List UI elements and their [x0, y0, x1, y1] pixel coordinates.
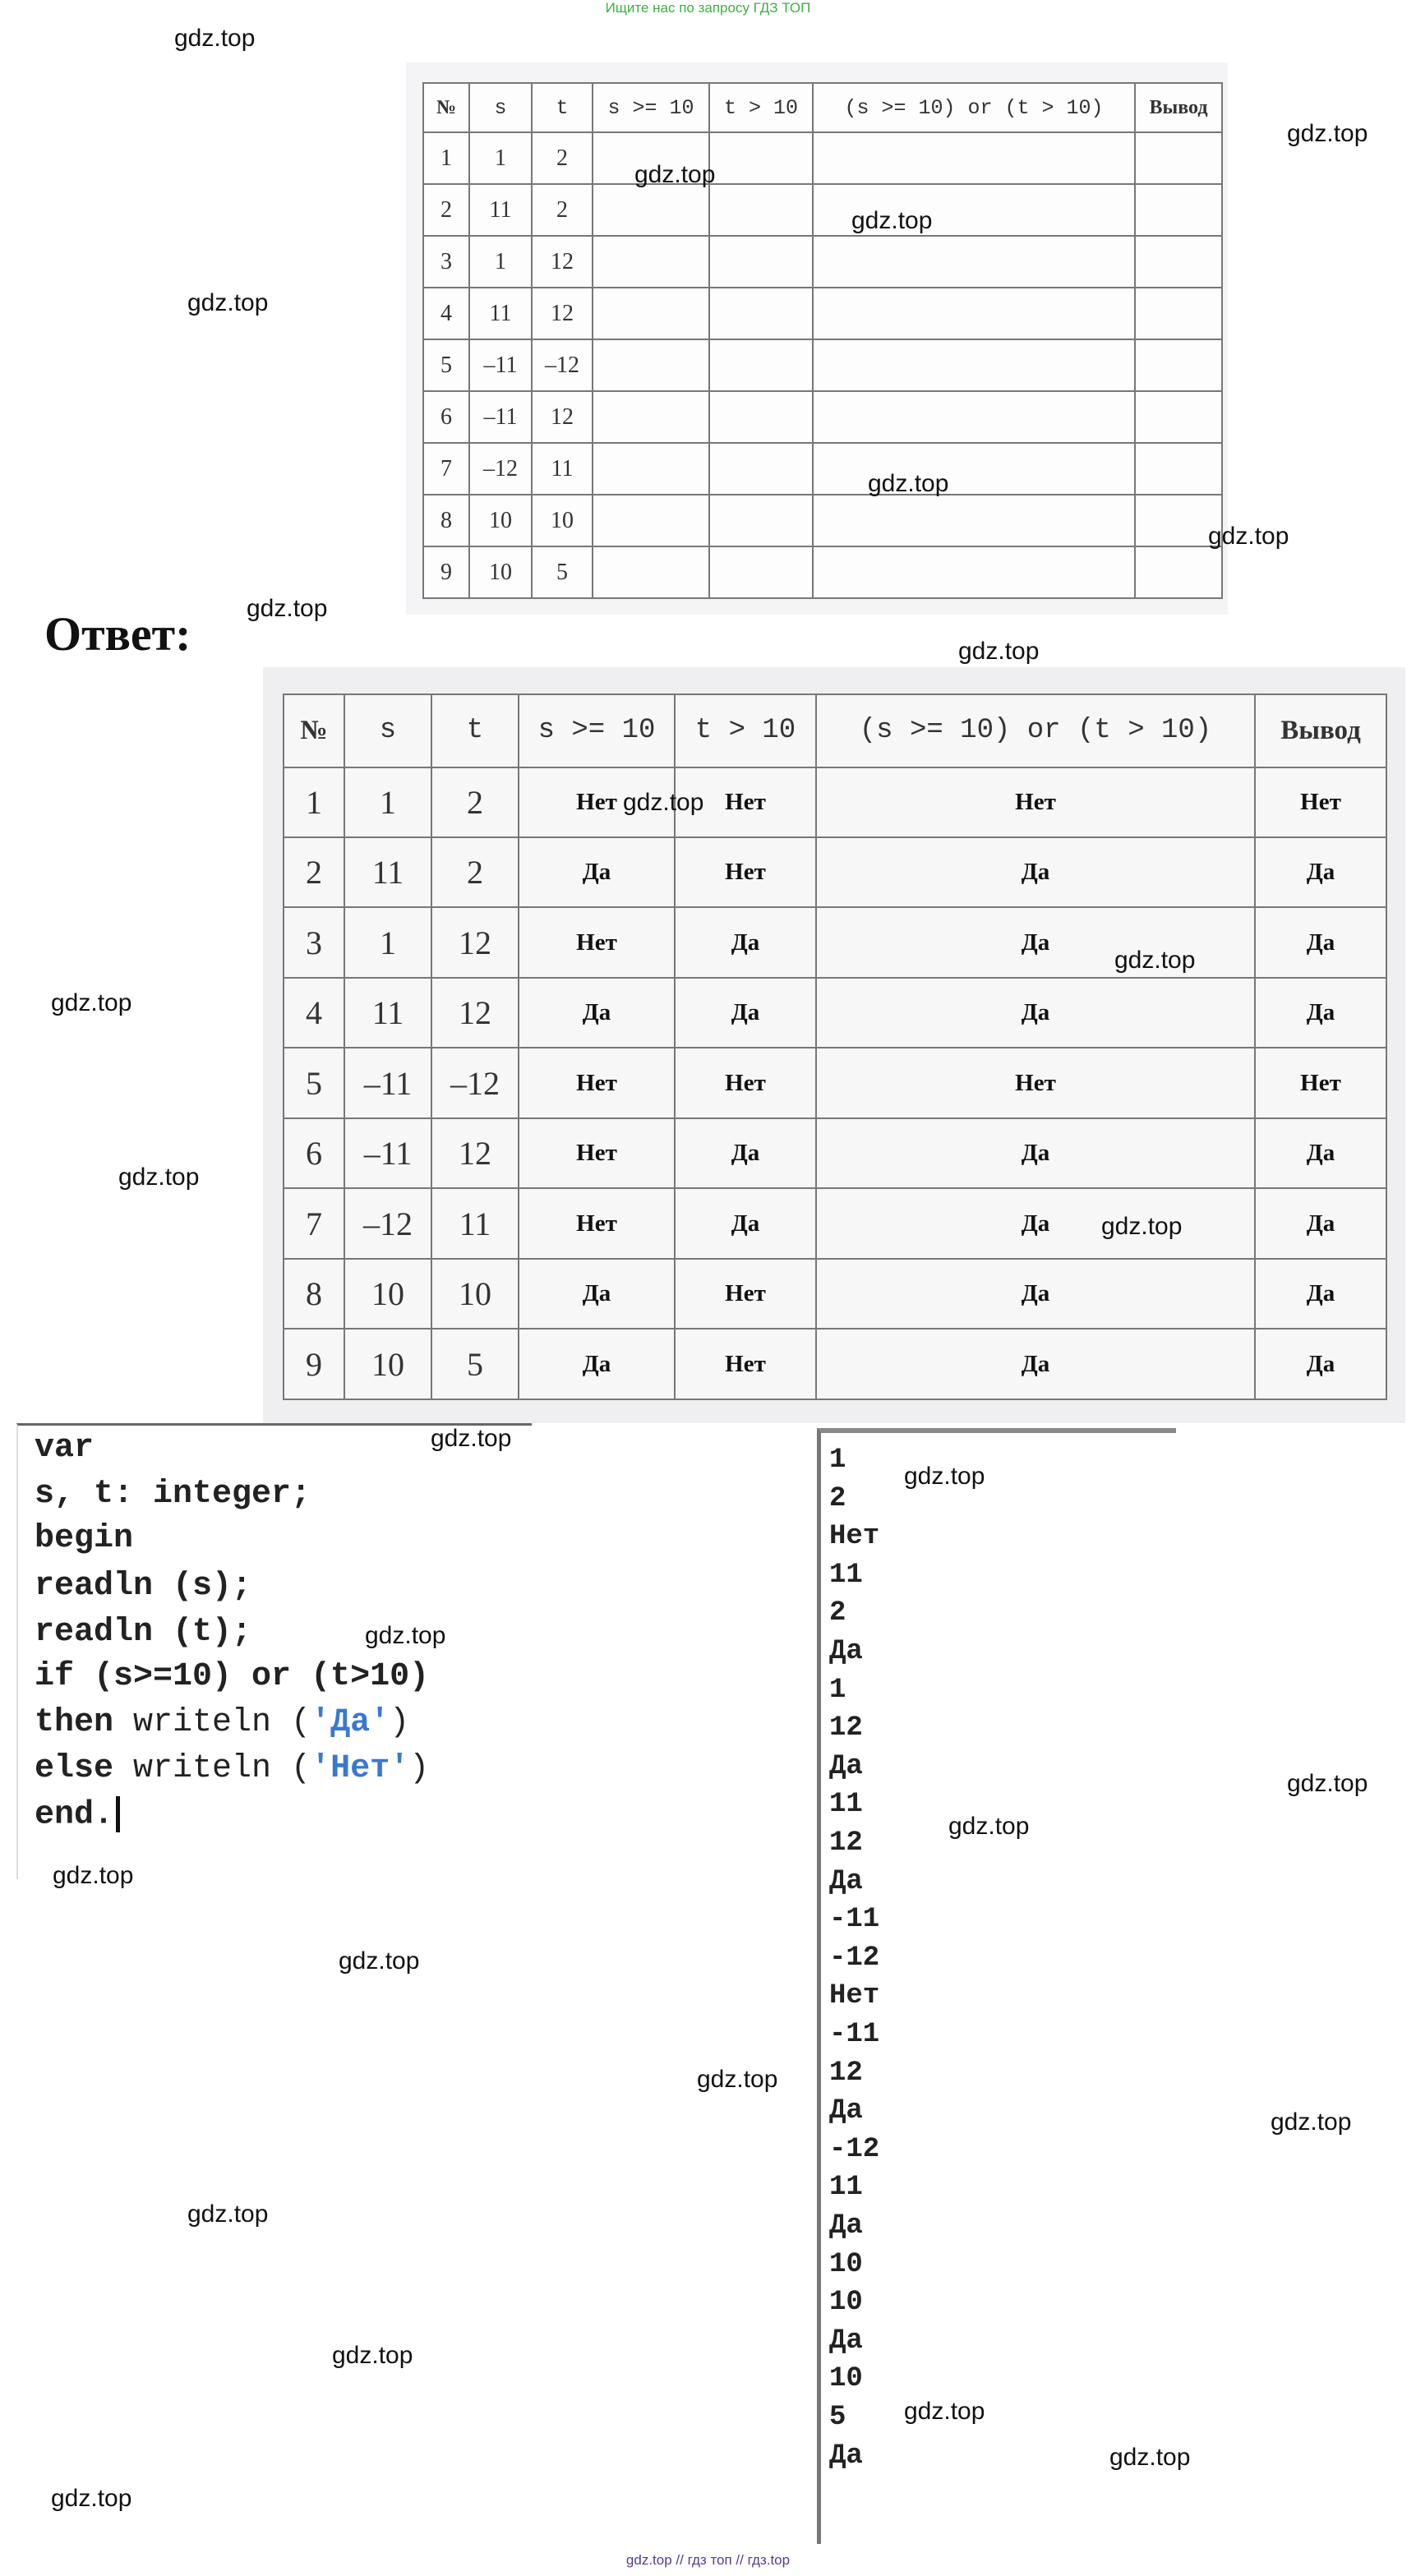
- answer-cell: Да: [1255, 1188, 1386, 1258]
- output-line: 11: [829, 1559, 863, 1591]
- output-line: 1: [829, 1674, 846, 1706]
- answer-cell: Нет: [675, 837, 816, 907]
- table-cell: 11: [344, 837, 431, 907]
- table-cell: [709, 495, 813, 546]
- output-line: 11: [829, 2172, 863, 2204]
- table-cell: [813, 236, 1135, 288]
- table-cell: [709, 184, 813, 236]
- table-cell: [1135, 443, 1222, 495]
- code-line: var: [35, 1430, 95, 1467]
- table-row: [284, 1118, 1386, 1188]
- col-header-s: s: [469, 83, 532, 132]
- output-line: -12: [829, 2133, 880, 2165]
- table-cell: 1: [344, 907, 431, 977]
- table-row: [423, 288, 1222, 339]
- output-line: Нет: [829, 1980, 880, 2012]
- table-row: [284, 1188, 1386, 1258]
- footer-links: gdz.top // гдз топ // гдз.top: [625, 2552, 791, 2568]
- code-line: if (s>=10) or (t>10): [35, 1658, 430, 1695]
- answer-cell: Нет: [816, 767, 1255, 837]
- table-cell: [709, 132, 813, 184]
- table-cell: [593, 546, 709, 598]
- watermark: gdz.top: [697, 2066, 778, 2093]
- table-cell: 2: [284, 837, 344, 907]
- watermark: gdz.top: [1271, 2108, 1352, 2136]
- table-cell: 9: [423, 546, 469, 598]
- table-cell: –12: [431, 1048, 519, 1117]
- else-keyword: else: [35, 1750, 114, 1787]
- table-cell: 12: [431, 1118, 519, 1188]
- col-header-t-gt-10: t > 10: [675, 694, 816, 767]
- table-cell: 10: [344, 1329, 431, 1399]
- table-cell: 2: [431, 837, 519, 907]
- answer-cell: Да: [675, 978, 816, 1048]
- table-cell: [709, 339, 813, 391]
- output-line: 12: [829, 1827, 863, 1859]
- then-keyword: then: [35, 1704, 114, 1741]
- table-cell: [1135, 184, 1222, 236]
- col-header-output: Вывод: [1255, 694, 1386, 767]
- table-cell: [813, 132, 1135, 184]
- table-row: [423, 339, 1222, 391]
- table-cell: 7: [284, 1188, 344, 1258]
- col-header-s-ge-10: s >= 10: [593, 83, 709, 132]
- answer-cell: Да: [1255, 978, 1386, 1048]
- task-header-row: [423, 83, 1222, 132]
- table-row: [284, 1329, 1386, 1399]
- answer-cell: Нет: [675, 1329, 816, 1399]
- answer-cell: Да: [675, 1188, 816, 1258]
- table-cell: [813, 546, 1135, 598]
- table-cell: 10: [469, 546, 532, 598]
- table-row: [284, 907, 1386, 977]
- table-cell: [709, 546, 813, 598]
- table-cell: –11: [469, 339, 532, 391]
- watermark: gdz.top: [868, 470, 949, 497]
- table-cell: [813, 495, 1135, 546]
- table-cell: 10: [469, 495, 532, 546]
- table-cell: 6: [284, 1118, 344, 1188]
- table-cell: 8: [284, 1259, 344, 1329]
- col-header-t-gt-10: t > 10: [709, 83, 813, 132]
- output-line: 10: [829, 2248, 863, 2280]
- output-line: Да: [829, 2210, 863, 2242]
- output-line: Да: [829, 1636, 863, 1667]
- table-cell: [593, 495, 709, 546]
- table-cell: [593, 339, 709, 391]
- table-row: [284, 978, 1386, 1048]
- table-cell: 4: [284, 978, 344, 1048]
- watermark: gdz.top: [339, 1947, 420, 1975]
- answer-cell: Да: [675, 907, 816, 977]
- table-cell: 12: [431, 907, 519, 977]
- table-cell: 12: [532, 288, 593, 339]
- table-cell: 11: [431, 1188, 519, 1258]
- answer-cell: Нет: [675, 1259, 816, 1329]
- answer-cell: Да: [675, 1118, 816, 1188]
- answer-cell: Нет: [1255, 767, 1386, 837]
- table-cell: –11: [344, 1118, 431, 1188]
- table-cell: [593, 288, 709, 339]
- task-table-scan: [406, 62, 1228, 615]
- table-cell: 11: [532, 443, 593, 495]
- table-cell: –11: [469, 391, 532, 443]
- answer-cell: Нет: [519, 907, 675, 977]
- program-output-panel: [817, 1428, 1176, 2544]
- end-keyword: end.: [35, 1796, 114, 1834]
- table-cell: 11: [469, 288, 532, 339]
- table-cell: 9: [284, 1329, 344, 1399]
- table-cell: 1: [423, 132, 469, 184]
- answer-cell: Да: [816, 837, 1255, 907]
- table-row: [423, 495, 1222, 546]
- table-row: [423, 236, 1222, 288]
- table-cell: [709, 236, 813, 288]
- table-cell: 3: [423, 236, 469, 288]
- col-header-number: №: [423, 83, 469, 132]
- answer-cell: Да: [816, 1188, 1255, 1258]
- watermark: gdz.top: [174, 25, 256, 52]
- answer-cell: Нет: [675, 767, 816, 837]
- table-cell: [1135, 132, 1222, 184]
- table-cell: 1: [469, 132, 532, 184]
- output-line: Нет: [829, 1521, 880, 1553]
- table-cell: 2: [431, 767, 519, 837]
- watermark: gdz.top: [51, 989, 132, 1016]
- output-line: 10: [829, 2287, 863, 2319]
- table-cell: [709, 288, 813, 339]
- output-line: Да: [829, 1865, 863, 1897]
- table-cell: 3: [284, 907, 344, 977]
- table-cell: [1135, 339, 1222, 391]
- output-line: -12: [829, 1942, 880, 1974]
- table-cell: 11: [469, 184, 532, 236]
- col-header-number: №: [284, 694, 344, 767]
- then-string: 'Да': [311, 1704, 390, 1741]
- answer-cell: Да: [1255, 837, 1386, 907]
- watermark: gdz.top: [634, 161, 716, 188]
- table-row: [423, 132, 1222, 184]
- table-cell: [709, 391, 813, 443]
- table-cell: 5: [532, 546, 593, 598]
- table-cell: –12: [532, 339, 593, 391]
- table-cell: –12: [469, 443, 532, 495]
- col-header-s: s: [344, 694, 431, 767]
- table-cell: 8: [423, 495, 469, 546]
- answer-cell: Да: [816, 1259, 1255, 1329]
- output-line: 10: [829, 2363, 863, 2395]
- code-line: readln (s);: [35, 1568, 252, 1605]
- answer-cell: Нет: [1255, 1048, 1386, 1117]
- answer-cell: Да: [816, 907, 1255, 977]
- table-cell: [813, 391, 1135, 443]
- answer-cell: Да: [519, 1259, 675, 1329]
- else-call: writeln (: [113, 1750, 311, 1787]
- code-editor-panel: [16, 1423, 532, 1879]
- search-banner: Ищите нас по запросу ГДЗ ТОП: [605, 0, 811, 16]
- table-cell: –12: [344, 1188, 431, 1258]
- answer-cell: Нет: [816, 1048, 1255, 1117]
- col-header-t: t: [532, 83, 593, 132]
- watermark: gdz.top: [958, 638, 1040, 665]
- table-cell: 5: [431, 1329, 519, 1399]
- table-cell: 11: [344, 978, 431, 1048]
- output-line: 2: [829, 1597, 846, 1629]
- col-header-or: (s >= 10) or (t > 10): [816, 694, 1255, 767]
- table-cell: 10: [344, 1259, 431, 1329]
- table-cell: [1135, 236, 1222, 288]
- output-line: 2: [829, 1482, 846, 1514]
- answer-heading: Ответ:: [44, 607, 191, 661]
- answer-cell: Нет: [519, 1188, 675, 1258]
- watermark: gdz.top: [1208, 523, 1289, 550]
- table-cell: 2: [423, 184, 469, 236]
- table-row: [423, 391, 1222, 443]
- table-cell: [813, 339, 1135, 391]
- watermark: gdz.top: [948, 1813, 1030, 1840]
- answer-table-scan: [263, 667, 1405, 1423]
- output-line: 1: [829, 1445, 846, 1476]
- watermark: gdz.top: [623, 789, 704, 816]
- watermark: gdz.top: [187, 2200, 269, 2228]
- answer-cell: Да: [816, 1329, 1255, 1399]
- table-cell: –11: [344, 1048, 431, 1117]
- watermark: gdz.top: [365, 1622, 446, 1649]
- code-line: begin: [35, 1520, 134, 1557]
- table-cell: [593, 391, 709, 443]
- table-cell: 5: [423, 339, 469, 391]
- code-line: readln (t);: [35, 1614, 252, 1651]
- then-call: writeln (: [113, 1704, 311, 1741]
- output-line: -11: [829, 2019, 880, 2050]
- table-row: [423, 546, 1222, 598]
- table-cell: 1: [469, 236, 532, 288]
- watermark: gdz.top: [904, 1463, 985, 1490]
- table-cell: 6: [423, 391, 469, 443]
- table-cell: [593, 443, 709, 495]
- answer-cell: Да: [1255, 1259, 1386, 1329]
- table-cell: [593, 236, 709, 288]
- col-header-t: t: [431, 694, 519, 767]
- table-cell: [1135, 391, 1222, 443]
- watermark: gdz.top: [1287, 1770, 1368, 1797]
- table-cell: 12: [431, 978, 519, 1048]
- watermark: gdz.top: [1114, 947, 1196, 974]
- table-row: [423, 184, 1222, 236]
- task-table: [422, 82, 1223, 599]
- table-cell: 1: [344, 767, 431, 837]
- else-close: ): [409, 1750, 430, 1787]
- table-row: [423, 443, 1222, 495]
- table-cell: 12: [532, 391, 593, 443]
- answer-cell: Нет: [519, 767, 675, 837]
- else-string: 'Нет': [311, 1750, 410, 1787]
- table-row: [284, 1259, 1386, 1329]
- output-line: 12: [829, 1712, 863, 1744]
- table-cell: [1135, 546, 1222, 598]
- output-line: Да: [829, 2095, 863, 2127]
- table-cell: 4: [423, 288, 469, 339]
- table-cell: 12: [532, 236, 593, 288]
- answer-cell: Да: [519, 978, 675, 1048]
- watermark: gdz.top: [247, 595, 328, 622]
- answer-table: [283, 694, 1387, 1400]
- table-cell: [709, 443, 813, 495]
- text-cursor: [116, 1796, 120, 1832]
- output-line: -11: [829, 1904, 880, 1936]
- watermark: gdz.top: [851, 207, 933, 234]
- table-cell: 1: [284, 767, 344, 837]
- answer-cell: Да: [1255, 1329, 1386, 1399]
- watermark: gdz.top: [53, 1862, 134, 1889]
- output-line: 5: [829, 2402, 846, 2433]
- code-line-end[interactable]: [35, 1796, 120, 1834]
- table-cell: 2: [532, 184, 593, 236]
- answer-cell: Нет: [675, 1048, 816, 1117]
- table-cell: 10: [532, 495, 593, 546]
- watermark: gdz.top: [431, 1425, 512, 1452]
- answer-cell: Нет: [519, 1048, 675, 1117]
- table-cell: 2: [532, 132, 593, 184]
- answer-header-row: [284, 694, 1386, 767]
- watermark: gdz.top: [118, 1164, 200, 1191]
- table-row: [284, 837, 1386, 907]
- table-cell: 7: [423, 443, 469, 495]
- output-line: Да: [829, 2325, 863, 2357]
- watermark: gdz.top: [1101, 1213, 1183, 1240]
- answer-cell: Да: [1255, 1118, 1386, 1188]
- watermark: gdz.top: [51, 2485, 132, 2512]
- table-row: [284, 767, 1386, 837]
- code-line-else: [35, 1750, 429, 1787]
- watermark: gdz.top: [1109, 2444, 1191, 2471]
- table-row: [284, 1048, 1386, 1117]
- answer-cell: Да: [519, 1329, 675, 1399]
- output-line: 11: [829, 1789, 863, 1821]
- answer-cell: Да: [519, 837, 675, 907]
- table-cell: 5: [284, 1048, 344, 1117]
- watermark: gdz.top: [187, 289, 269, 316]
- table-cell: [593, 184, 709, 236]
- col-header-or: (s >= 10) or (t > 10): [813, 83, 1135, 132]
- output-line: 12: [829, 2057, 863, 2089]
- output-line: Да: [829, 1750, 863, 1782]
- table-cell: [813, 288, 1135, 339]
- answer-cell: Да: [816, 1118, 1255, 1188]
- table-cell: [813, 443, 1135, 495]
- col-header-s-ge-10: s >= 10: [519, 694, 675, 767]
- output-line: Да: [829, 2440, 863, 2472]
- then-close: ): [390, 1704, 410, 1741]
- watermark: gdz.top: [332, 2342, 413, 2369]
- table-cell: 10: [431, 1259, 519, 1329]
- watermark: gdz.top: [1287, 120, 1368, 147]
- answer-cell: Да: [1255, 907, 1386, 977]
- col-header-output: Вывод: [1135, 83, 1222, 132]
- code-line-then: [35, 1704, 409, 1741]
- answer-cell: Нет: [519, 1118, 675, 1188]
- answer-cell: Да: [816, 978, 1255, 1048]
- code-line: s, t: integer;: [35, 1476, 311, 1513]
- watermark: gdz.top: [904, 2398, 985, 2425]
- table-cell: [1135, 288, 1222, 339]
